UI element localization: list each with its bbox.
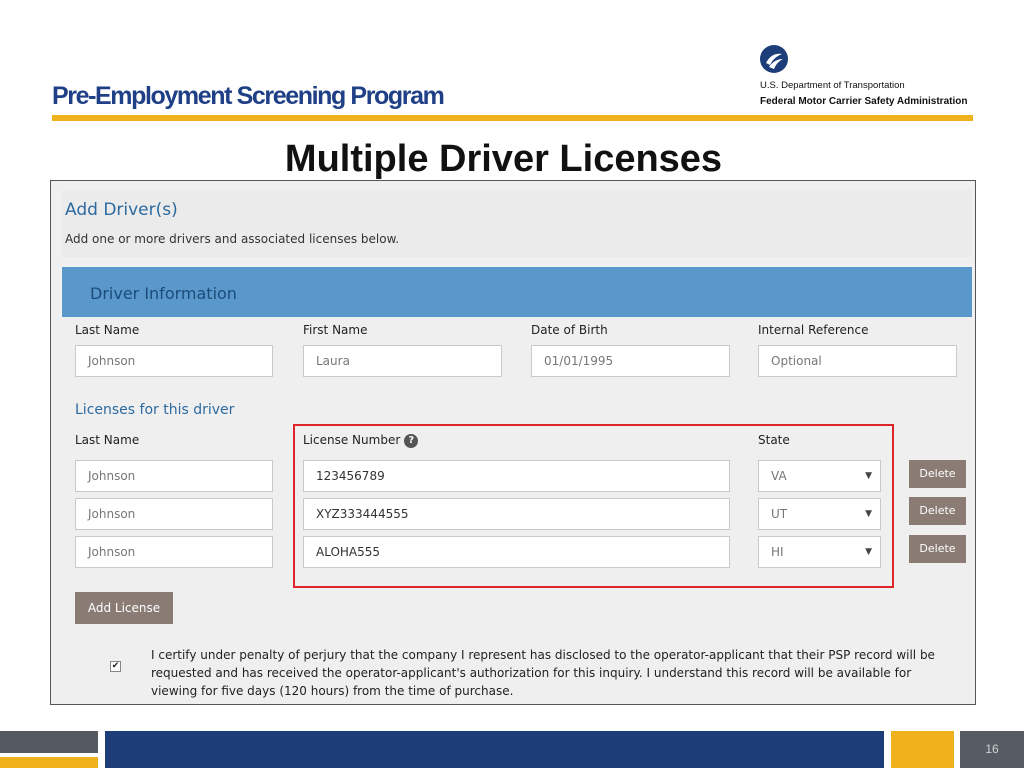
program-title: Pre-Employment Screening Program bbox=[52, 82, 444, 110]
footer-grey-block bbox=[0, 731, 98, 753]
last-name-label: Last Name bbox=[75, 323, 140, 337]
add-drivers-title: Add Driver(s) bbox=[65, 200, 178, 220]
form-screenshot bbox=[50, 180, 976, 705]
state-select-value: HI bbox=[771, 545, 784, 559]
internal-ref-label: Internal Reference bbox=[758, 323, 869, 337]
license-last-name-field[interactable]: Johnson bbox=[75, 498, 273, 530]
header-divider bbox=[52, 115, 973, 121]
question-circle-icon[interactable]: ? bbox=[404, 434, 418, 448]
driver-info-title: Driver Information bbox=[90, 284, 237, 303]
caret-down-icon: ▼ bbox=[865, 547, 872, 557]
certification-text: I certify under penalty of perjury that the company I represent has disclosed to the operator-applicant that their PSP record will be requested and has received the operator-applicant's authorization for this inquiry. I understand this record will be available for viewing for five days (120 hours) from the time of purchase. bbox=[151, 648, 935, 698]
first-name-label: First Name bbox=[303, 323, 368, 337]
license-last-name-field[interactable]: Johnson bbox=[75, 536, 273, 568]
add-drivers-subtitle: Add one or more drivers and associated licenses below. bbox=[65, 232, 400, 246]
license-number-header bbox=[303, 433, 418, 448]
state-select-value: VA bbox=[771, 469, 787, 483]
license-last-name-field[interactable]: Johnson bbox=[75, 460, 273, 492]
license-number-header-text: License Number bbox=[303, 433, 401, 447]
agency-name: U.S. Department of Transportation bbox=[760, 80, 905, 91]
last-name-field[interactable]: Johnson bbox=[75, 345, 273, 377]
state-select[interactable] bbox=[758, 536, 881, 568]
first-name-field[interactable]: Laura bbox=[303, 345, 502, 377]
add-drivers-panel bbox=[62, 190, 972, 257]
internal-ref-field[interactable]: Optional bbox=[758, 345, 957, 377]
slide-title: Multiple Driver Licenses bbox=[284, 138, 723, 180]
caret-down-icon: ▼ bbox=[865, 509, 872, 519]
license-last-name-header: Last Name bbox=[75, 433, 140, 447]
add-license-button[interactable]: Add License bbox=[75, 592, 173, 624]
page-number: 16 bbox=[960, 731, 1024, 768]
dob-field[interactable]: 01/01/1995 bbox=[531, 345, 730, 377]
delete-license-button[interactable]: Delete bbox=[909, 460, 966, 488]
license-number-field[interactable]: XYZ333444555 bbox=[303, 498, 730, 530]
footer-gold-strip bbox=[0, 757, 98, 768]
dot-logo-icon bbox=[760, 45, 788, 73]
delete-license-button[interactable]: Delete bbox=[909, 497, 966, 525]
delete-license-button[interactable]: Delete bbox=[909, 535, 966, 563]
certify-checkbox[interactable]: ✔ bbox=[111, 661, 120, 671]
footer-gold-block bbox=[891, 731, 954, 768]
footer-blue-bar bbox=[105, 731, 884, 768]
state-header: State bbox=[758, 433, 790, 447]
caret-down-icon: ▼ bbox=[865, 471, 872, 481]
dob-label: Date of Birth bbox=[531, 323, 608, 337]
state-select-value: UT bbox=[771, 507, 788, 521]
licenses-section-title: Licenses for this driver bbox=[75, 402, 235, 418]
state-select[interactable] bbox=[758, 460, 881, 492]
license-number-field[interactable]: 123456789 bbox=[303, 460, 730, 492]
state-select[interactable] bbox=[758, 498, 881, 530]
license-number-field[interactable]: ALOHA555 bbox=[303, 536, 730, 568]
administration-name: Federal Motor Carrier Safety Administration bbox=[760, 96, 968, 107]
